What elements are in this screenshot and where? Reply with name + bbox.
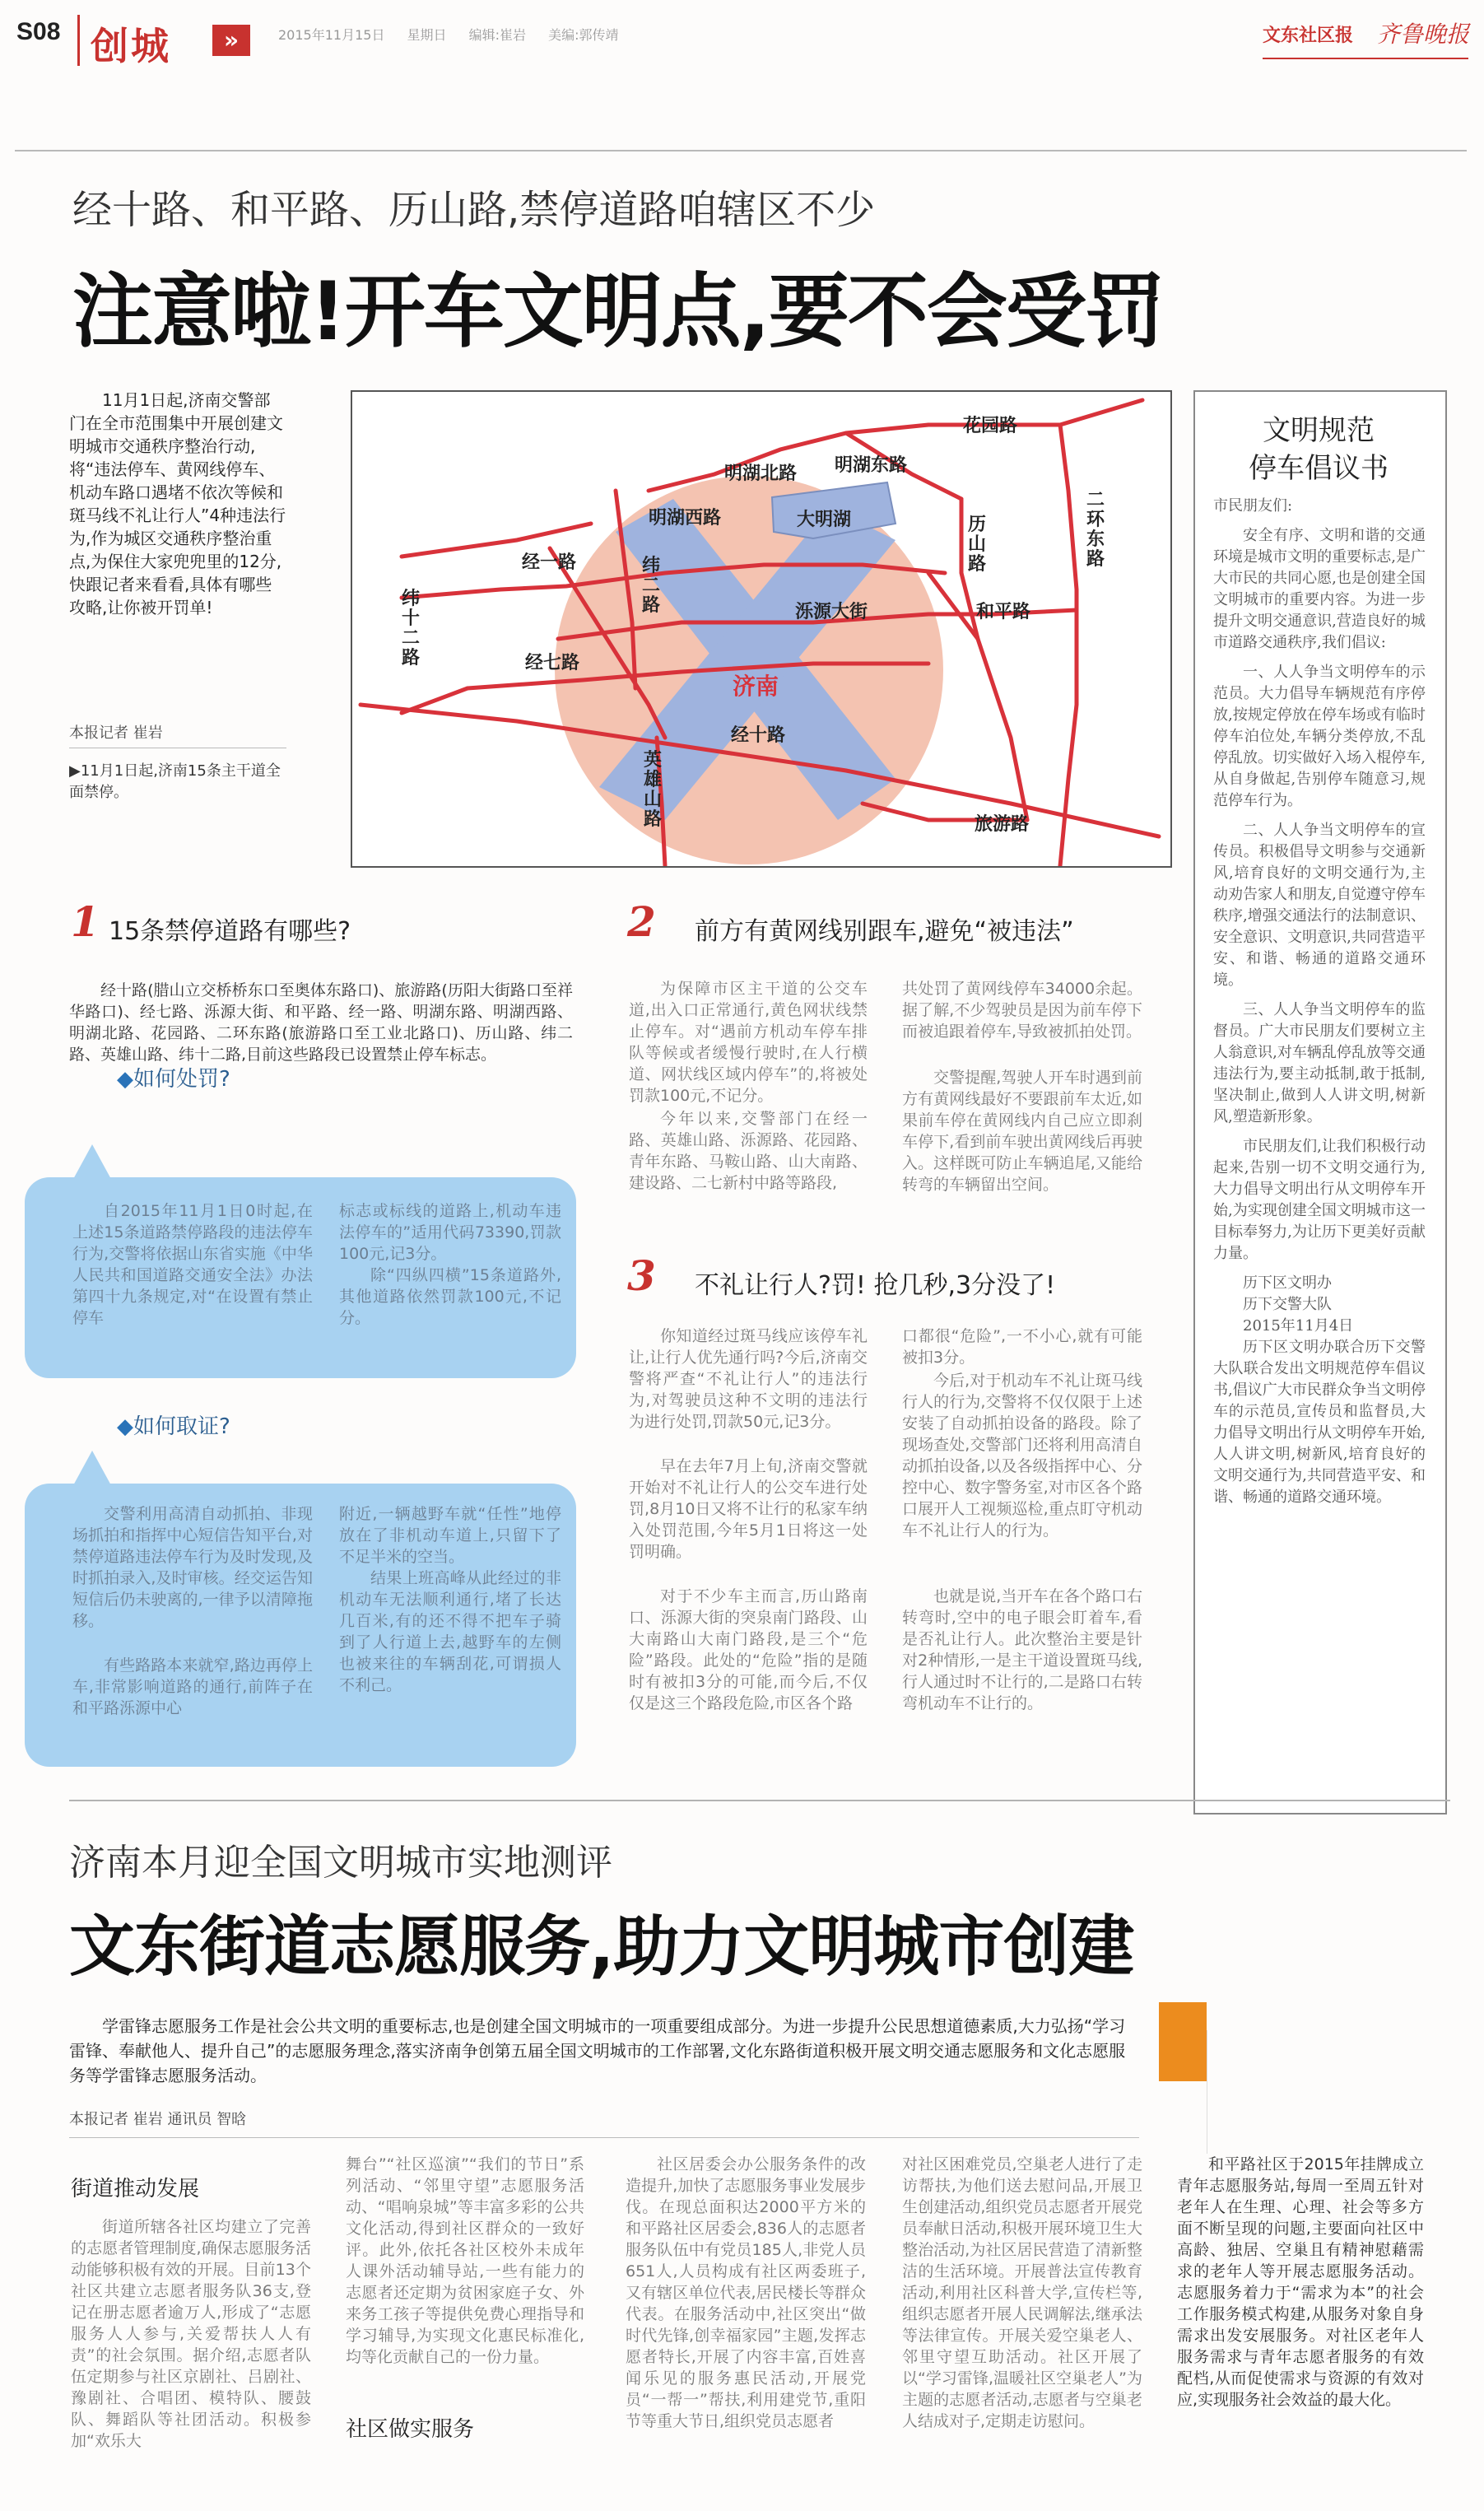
story2-col1: 街道所辖各社区均建立了完善的志愿者管理制度,确保志愿服务活动能够积极有效的开展。目前13个社区共建立志愿者服务队36支,登记在册志愿者逾万人,形成了“志愿服务人人参与,关爱帮扶人人有责”的社会氛围。据介绍,志愿者队伍定期参与社区京剧社、吕剧社、豫剧社、合唱团、模特队、腰鼓队、舞蹈队等社团活动。积极参加“欢乐大 bbox=[71, 2218, 311, 2450]
q1-text-right-a: 标志或标线的道路上,机动车违法停车的”适用代码73390,罚款100元,记3分。 bbox=[339, 1202, 561, 1263]
bubble-tail bbox=[72, 1144, 112, 1181]
issue-designer: 美编:郭传靖 bbox=[548, 27, 619, 43]
story2-kicker: 济南本月迎全国文明城市实地测评 bbox=[69, 1842, 612, 1884]
sec2-col-a: 为保障市区主干道的公交车道,出入口正常通行,黄色网状线禁止停车。对“遇前方机动车停车排队等候或者缓慢行驶时,在人行横道、网状线区域内停车”的,将被处罚款100元,不记分。 bbox=[629, 980, 868, 1105]
sidebar-para: 二、人人争当文明停车的宣传员。积极倡导文明参与交通新风,培育良好的文明交通行为,主动劝告家人和朋友,自觉遵守停车秩序,增强交通法行的法制意识、安全意识、文明意识,共同营造平安、和谐、畅通的道路交通环境。 bbox=[1213, 822, 1426, 989]
map-label: 泺源大街 bbox=[795, 602, 868, 622]
sec2-col-b: 共处罚了黄网线停车34000余起。据了解,不少驾驶员是因为前车停下而被追跟着停车,导致被抓拍处罚。 bbox=[902, 980, 1142, 1041]
q1-text-left: 自2015年11月1日0时起,在上述15条道路禁停路段的违法停车行为,交警将依据山东省实施《中华人民共和国道路交通安全法》办法第四十九条规定,对“在设置有禁止停车 bbox=[72, 1202, 313, 1327]
map-label: 花园路 bbox=[963, 416, 1018, 436]
sec3-col-b: 口都很“危险”,一不小心,就有可能被扣3分。 bbox=[902, 1327, 1142, 1367]
map-caption: ▶11月1日起,济南15条主干道全面禁停。 bbox=[69, 762, 281, 801]
section-divider bbox=[69, 1800, 1450, 1801]
sidebar-para: 历下区文明办联合历下交警大队联合发出文明规范停车倡议书,倡议广大市民群众争当文明停车的示范员,宣传员和监督员,大力倡导文明出行从文明停车开始,人人讲文明,树新风,培育良好的文明交通行为,共同营造平安、和谐、畅通的道路交通环境。 bbox=[1213, 1339, 1426, 1506]
diamond-icon: ◆ bbox=[117, 1414, 133, 1439]
sec1-title: 15条禁停道路有哪些? bbox=[109, 917, 351, 946]
sec1-body: 经十路(腊山立交桥桥东口至奥体东路口)、旅游路(历阳大街路口至祥华路口)、经七路、泺源大街、和平路、经一路、明湖东路、明湖西路、明湖北路、花园路、二环东路(旅游路口至工业北路口)、历山路、纬二路、英雄山路、纬十二路,目前这些路段已设置禁止停车标志。 bbox=[69, 981, 573, 1064]
story1-kicker: 经十路、和平路、历山路,禁停道路咱辖区不少 bbox=[72, 187, 876, 233]
header-divider bbox=[77, 15, 80, 66]
q1-heading bbox=[117, 1062, 230, 1092]
sec1-number: 1 bbox=[71, 897, 100, 946]
story2-col5: 和平路社区于2015年挂牌成立青年志愿服务站,每周一至周五针对老年人在生理、心理、社会等多方面不断呈现的问题,主要面向社区中高龄、独居、空巢且有精神慰藉需求的老年人等开展志愿服务活动。志愿服务着力于“需求为本”的社会工作服务模式构建,从服务对象自身需求出发安展服务。对社区老年人服务需求与青年志愿者服务的有效配档,从而促使需求与资源的有效对应,实现服务社会效益的最大化。 bbox=[1177, 2155, 1424, 2409]
sec3-title: 不礼让行人?罚! 抢几秒,3分没了! bbox=[695, 1271, 1056, 1300]
sec2-title: 前方有黄网线别跟车,避免“被违法” bbox=[695, 917, 1074, 946]
issue-meta bbox=[278, 25, 637, 44]
map-label-city: 济南 bbox=[733, 673, 779, 700]
sec2-col-a2: 今年以来,交警部门在经一路、英雄山路、泺源路、花园路、青年东路、马鞍山路、山大南路、建设路、二七新村中路等路段, bbox=[629, 1110, 868, 1192]
story2-lead: 学雷锋志愿服务工作是社会公共文明的重要标志,也是创建全国文明城市的一项重要组成部分。为进一步提升公民思想道德素质,大力弘扬“学习雷锋、奉献他人、提升自己”的志愿服务理念,落实济南争创第五届全国文明城市的工作部署,文化东路街道积极开展文明交通志愿服务和文化志愿服务等学雷锋志愿服务活动。 bbox=[69, 2016, 1126, 2085]
story1-byline: 本报记者 崔岩 bbox=[69, 724, 163, 742]
q2-heading-text: 如何取证? bbox=[133, 1414, 230, 1439]
q2-text-right-b: 结果上班高峰从此经过的非机动车无法顺利通行,堵了长达几百米,有的还不得不把车子骑到了人行道上去,越野车的左侧也被来往的车辆刮花,可谓损人不利己。 bbox=[339, 1569, 561, 1694]
byline-rule bbox=[69, 2137, 1139, 2138]
issue-weekday: 星期日 bbox=[407, 27, 447, 43]
story2-col3: 社区居委会办公服务条件的改造提升,加快了志愿服务事业发展步伐。在现总面积达2000平方米的和平路社区居委会,836人的志愿者服务队伍中有党员185人,非党人员651人,人员构成有社区两委班子,又有辖区单位代表,居民楼长等群众代表。在服务活动中,社区突出“做时代先锋,创幸福家园”主题,发挥志愿者特长,开展了内容丰富,百姓喜闻乐见的服务惠民活动,开展党员“一帮一”帮扶,利用建党节,重阳节等重大节日,组织党员志愿者 bbox=[626, 2155, 866, 2430]
map-label: 历山路 bbox=[968, 515, 987, 575]
sec3-col-b3: 也就是说,当开车在各个路口右转弯时,空中的电子眼会盯着车,看是否礼让行人。此次整治主要是针对2种情形,一是主干道设置斑马线,行人通过时不让行的,二是路口右转弯机动车不让行的。 bbox=[902, 1587, 1142, 1712]
sidebar-sign: 历下区文明办 bbox=[1243, 1274, 1332, 1292]
header-accent-line bbox=[1263, 58, 1468, 59]
q1-heading-text: 如何处罚? bbox=[133, 1067, 230, 1092]
chevron-right-icon: » bbox=[212, 25, 250, 56]
sidebar-para: 安全有序、文明和谐的交通环境是城市文明的重要标志,是广大市民的共同心愿,也是创建全国文明城市的重要内容。为进一步提升文明交通意识,营造良好的城市道路交通秩序,我们倡议: bbox=[1213, 527, 1426, 651]
story2-sub2: 社区做实服务 bbox=[346, 2417, 475, 2442]
map-label: 和平路 bbox=[976, 602, 1031, 622]
issue-editor: 编辑:崔岩 bbox=[468, 27, 527, 43]
map-label: 二环东路 bbox=[1086, 490, 1105, 570]
sidebar-sign: 历下交警大队 bbox=[1243, 1296, 1332, 1313]
sec3-col-a3: 对于不少车主而言,历山路南口、泺源大街的突泉南门路段、山大南路山大南门路段,是三个“危险”路段。此处的“危险”指的是随时有被扣3分的可能,而今后,不仅仅是这三个路段危险,市区各个路 bbox=[629, 1587, 868, 1712]
story2-sub1: 街道推动发展 bbox=[71, 2177, 200, 2201]
map-label: 纬二路 bbox=[642, 556, 661, 616]
page-number: S08 bbox=[16, 18, 61, 45]
diamond-icon: ◆ bbox=[117, 1067, 133, 1092]
map-label: 英雄山路 bbox=[644, 750, 663, 830]
sidebar-body bbox=[1213, 496, 1426, 1516]
story2-col2: 舞台”“社区巡演”“我们的节日”系列活动、“邻里守望”志愿服务活动、“唱响泉城”等丰富多彩的公共文化活动,得到社区群众的一致好评。此外,依托各社区校外未成年人课外活动辅导站,一些有能力的志愿者还定期为贫困家庭子女、外来务工孩子等提供免费心理指导和学习辅导,为实现文化惠民标准化,均等化贡献自己的一份力量。 bbox=[346, 2155, 584, 2366]
bubble-tail bbox=[72, 1451, 112, 1487]
sec3-col-a: 你知道经过斑马线应该停车礼让,让行人优先通行吗?今后,济南交警将严查“不礼让行人”的违法行为,对驾驶员这种不文明的违法行为进行处罚,罚款50元,记3分。 bbox=[629, 1327, 868, 1431]
sidebar-para: 市民朋友们,让我们积极行动起来,告别一切不文明交通行为,大力倡导文明出行从文明停车开始,为实现创建全国文明城市这一目标奉努力,为让历下更美好贡献力量。 bbox=[1213, 1138, 1426, 1262]
sidebar-title-line2: 停车倡议书 bbox=[1249, 452, 1389, 485]
q2-text-left-a: 交警利用高清自动抓拍、非现场抓拍和指挥中心短信告知平台,对禁停道路违法停车行为及时发现,及时抓拍录入,及时审核。经交运告知短信后仍未驶离的,一律予以清障拖移。 bbox=[72, 1505, 313, 1630]
map-label: 明湖北路 bbox=[724, 464, 798, 484]
map-label: 经七路 bbox=[525, 653, 580, 673]
sidebar-para: 一、人人争当文明停车的示范员。大力倡导车辆规范有序停放,按规定停放在停车场或有临时停车泊位处,车辆分类停放,不乱停乱放。切实做好入场入棍停车,从自身做起,告别停车随意习,规范停车行为。 bbox=[1213, 664, 1426, 809]
sec3-col-b2: 今后,对于机动车不礼让斑马线行人的行为,交警将不仅仅限于上述安装了自动抓拍设备的路段。除了现场查处,交警部门还将利用高清自动抓拍设备,以及各级指挥中心、分控中心、数字警务室,对市区各个路口展开人工视频巡检,重点盯守机动车不礼让行人的行为。 bbox=[902, 1372, 1142, 1540]
q2-text-right-a: 附近,一辆越野车就“任性”地停放在了非机动车道上,只留下了不足半米的空当。 bbox=[339, 1505, 561, 1566]
header-rule bbox=[15, 150, 1467, 151]
sidebar-para: 三、人人争当文明停车的监督员。广大市民朋友们要树立主人翁意识,对车辆乱停乱放等交通违法行为,要主动抵制,敢于抵制,坚决制止,做到人人讲文明,树新风,塑造新形象。 bbox=[1213, 1001, 1426, 1125]
section-title: 创城 bbox=[91, 24, 171, 68]
map-label: 经一路 bbox=[522, 552, 577, 573]
sec2-number: 2 bbox=[627, 897, 656, 946]
sidebar-salutation: 市民朋友们: bbox=[1213, 497, 1293, 515]
sidebar-title-line1: 文明规范 bbox=[1263, 414, 1375, 447]
sec2-col-b2: 交警提醒,驾驶人开车时遇到前方有黄网线最好不要跟前车太近,如果前车停在黄网线内自己应立即刹车停下,看到前车驶出黄网线后再驶入。这样既可防止车辆追尾,又能给转弯的车辆留出空间。 bbox=[902, 1069, 1142, 1194]
map-label: 明湖东路 bbox=[835, 455, 908, 476]
sidebar-title bbox=[1193, 412, 1444, 487]
story2-col4: 对社区困难党员,空巢老人进行了走访帮扶,为他们送去慰问品,开展卫生创建活动,组织党员志愿者开展党员奉献日活动,积极开展环境卫生大整治活动,为社区居民营造了清新整洁的生活环境。开展普法宣传教育活动,利用社区科普大学,宣传栏等,组织志愿者开展人民调解法,继承法等法律宣传。开展关爱空巢老人、邻里守望互助活动。社区开展了以“学习雷锋,温暖社区空巢老人”为主题的志愿者活动,志愿者与空巢老人结成对子,定期走访慰问。 bbox=[902, 2155, 1142, 2430]
road-map bbox=[351, 390, 1172, 868]
story1-lead: 11月1日起,济南交警部门在全市范围集中开展创建文明城市交通秩序整治行动,将“违法停车、黄网线停车、机动车路口遇堵不依次等候和斑马线不礼让行人”4种违法行为,作为城区交通秩序整治重点,为保住大家兜兜里的12分,快跟记者来看看,具体有哪些攻略,让你被开罚单! bbox=[69, 390, 286, 617]
sidebar-date: 2015年11月4日 bbox=[1243, 1317, 1354, 1335]
story2-headline: 文东街道志愿服务,助力文明城市创建 bbox=[69, 1908, 1134, 1985]
sec3-number: 3 bbox=[627, 1251, 656, 1300]
sec3-col-a2: 早在去年7月上旬,济南交警就开始对不礼让行人的公交车进行处罚,8月10日又将不让行的私家车纳入处罚范围,今年5月1日将这一处罚明确。 bbox=[629, 1457, 868, 1561]
map-label: 明湖西路 bbox=[649, 508, 722, 529]
q2-text-left-b: 有些路路本来就窄,路边再停上车,非常影响道路的通行,前阵子在和平路泺源中心 bbox=[72, 1656, 313, 1717]
column-name: 文东社区报 bbox=[1263, 26, 1354, 46]
paper-logo: 齐鲁晚报 bbox=[1376, 21, 1469, 48]
map-label: 纬十二路 bbox=[402, 589, 421, 669]
story1-headline: 注意啦!开车文明点,要不会受罚 bbox=[72, 265, 1164, 359]
orange-block bbox=[1159, 2002, 1207, 2081]
map-label: 经十路 bbox=[731, 725, 786, 746]
map-label: 旅游路 bbox=[975, 814, 1030, 835]
story2-byline: 本报记者 崔岩 通讯员 智晗 bbox=[69, 2111, 247, 2128]
issue-date: 2015年11月15日 bbox=[278, 27, 385, 43]
q2-heading bbox=[117, 1409, 230, 1440]
q1-text-right-b: 除“四纵四横”15条道路外,其他道路依然罚款100元,不记分。 bbox=[339, 1266, 561, 1327]
map-label: 大明湖 bbox=[797, 510, 852, 530]
